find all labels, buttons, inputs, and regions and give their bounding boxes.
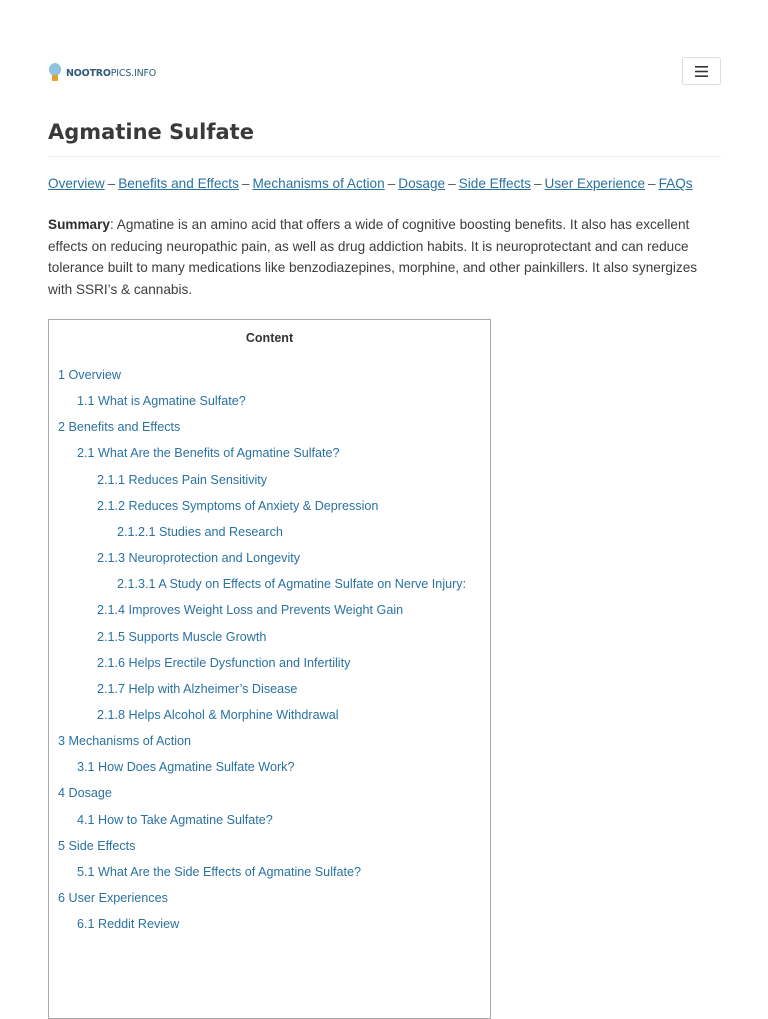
toc-link[interactable]: 2.1.4 Improves Weight Loss and Prevents Weight Gain <box>97 603 404 618</box>
toc-link[interactable]: 2.1.5 Supports Muscle Growth <box>97 629 267 644</box>
lightbulb-icon <box>48 63 62 83</box>
toc-link[interactable]: 1 Overview <box>58 368 121 382</box>
site-logo[interactable] <box>48 62 156 84</box>
nav-separator: – <box>107 176 116 191</box>
toc-link[interactable]: 2.1.7 Help with Alzheimer’s Disease <box>97 681 298 696</box>
nav-link-side-effects[interactable]: Side Effects <box>458 176 531 191</box>
toc-link[interactable]: 2.1.6 Helps Erectile Dysfunction and Infertility <box>97 655 351 670</box>
nav-separator: – <box>448 176 456 191</box>
toc-link[interactable]: 4.1 How to Take Agmatine Sulfate? <box>77 812 273 827</box>
page-title: Agmatine Sulfate <box>48 120 254 144</box>
toc-link[interactable]: 2.1.8 Helps Alcohol & Morphine Withdrawal <box>97 707 339 722</box>
toc-link[interactable]: 6 User Experiences <box>58 891 168 905</box>
site-header <box>48 57 721 87</box>
nav-link-dosage[interactable]: Dosage <box>398 176 446 191</box>
summary-text: : Agmatine is an amino acid that offers a wide of cognitive boosting benefits. It also has excellent effects on reducing neuropathic pain, as well as drug addiction habits. It is neuroprotectant and can reduce tolerance built to many medications like benzodiazepines, morphine, and other painkillers. It also synergizes with SSRI’s & cannabis. <box>48 217 698 298</box>
toc-link[interactable]: 5 Side Effects <box>58 838 136 853</box>
toc-link[interactable]: 2.1.3 Neuroprotection and Longevity <box>97 551 301 566</box>
nav-link-user-experience[interactable]: User Experience <box>544 176 646 191</box>
toc-link[interactable]: 2.1.2.1 Studies and Research <box>117 524 283 539</box>
logo-text: NOOTROPICS.INFO <box>66 67 157 79</box>
hamburger-menu-icon <box>695 66 708 77</box>
menu-toggle-button[interactable] <box>682 57 721 85</box>
title-divider <box>48 156 721 157</box>
toc-link[interactable]: 6.1 Reddit Review <box>77 917 180 932</box>
nav-link-mechanisms[interactable]: Mechanisms of Action <box>252 176 385 191</box>
toc-link[interactable]: 1.1 What is Agmatine Sulfate? <box>77 394 246 409</box>
toc-link[interactable]: 2.1.2 Reduces Symptoms of Anxiety & Depression <box>97 498 379 513</box>
toc-link[interactable]: 2.1.1 Reduces Pain Sensitivity <box>97 472 268 487</box>
toc-link[interactable]: 5.1 What Are the Side Effects of Agmatine Sulfate? <box>77 864 361 879</box>
summary-label: Summary <box>48 217 110 232</box>
section-nav-links <box>48 176 728 191</box>
nav-link-faqs[interactable]: FAQs <box>658 176 693 191</box>
nav-link-overview[interactable]: Overview <box>48 176 105 191</box>
nav-separator: – <box>533 176 542 191</box>
toc-link[interactable]: 4 Dosage <box>58 786 112 801</box>
toc-link[interactable]: 3.1 How Does Agmatine Sulfate Work? <box>77 760 295 775</box>
toc-link[interactable]: 3 Mechanisms of Action <box>58 734 191 749</box>
toc-link[interactable]: 2 Benefits and Effects <box>58 420 181 435</box>
nav-separator: – <box>648 176 656 191</box>
nav-separator: – <box>241 176 250 191</box>
summary-paragraph <box>48 214 720 301</box>
toc-link[interactable]: 2.1.3.1 A Study on Effects of Agmatine Sulfate on Nerve Injury: <box>117 577 467 592</box>
table-of-contents <box>48 319 491 1019</box>
nav-link-benefits[interactable]: Benefits and Effects <box>118 176 239 191</box>
toc-link[interactable]: 2.1 What Are the Benefits of Agmatine Sulfate? <box>77 446 340 461</box>
toc-title: Content <box>245 331 294 345</box>
nav-separator: – <box>387 176 396 191</box>
